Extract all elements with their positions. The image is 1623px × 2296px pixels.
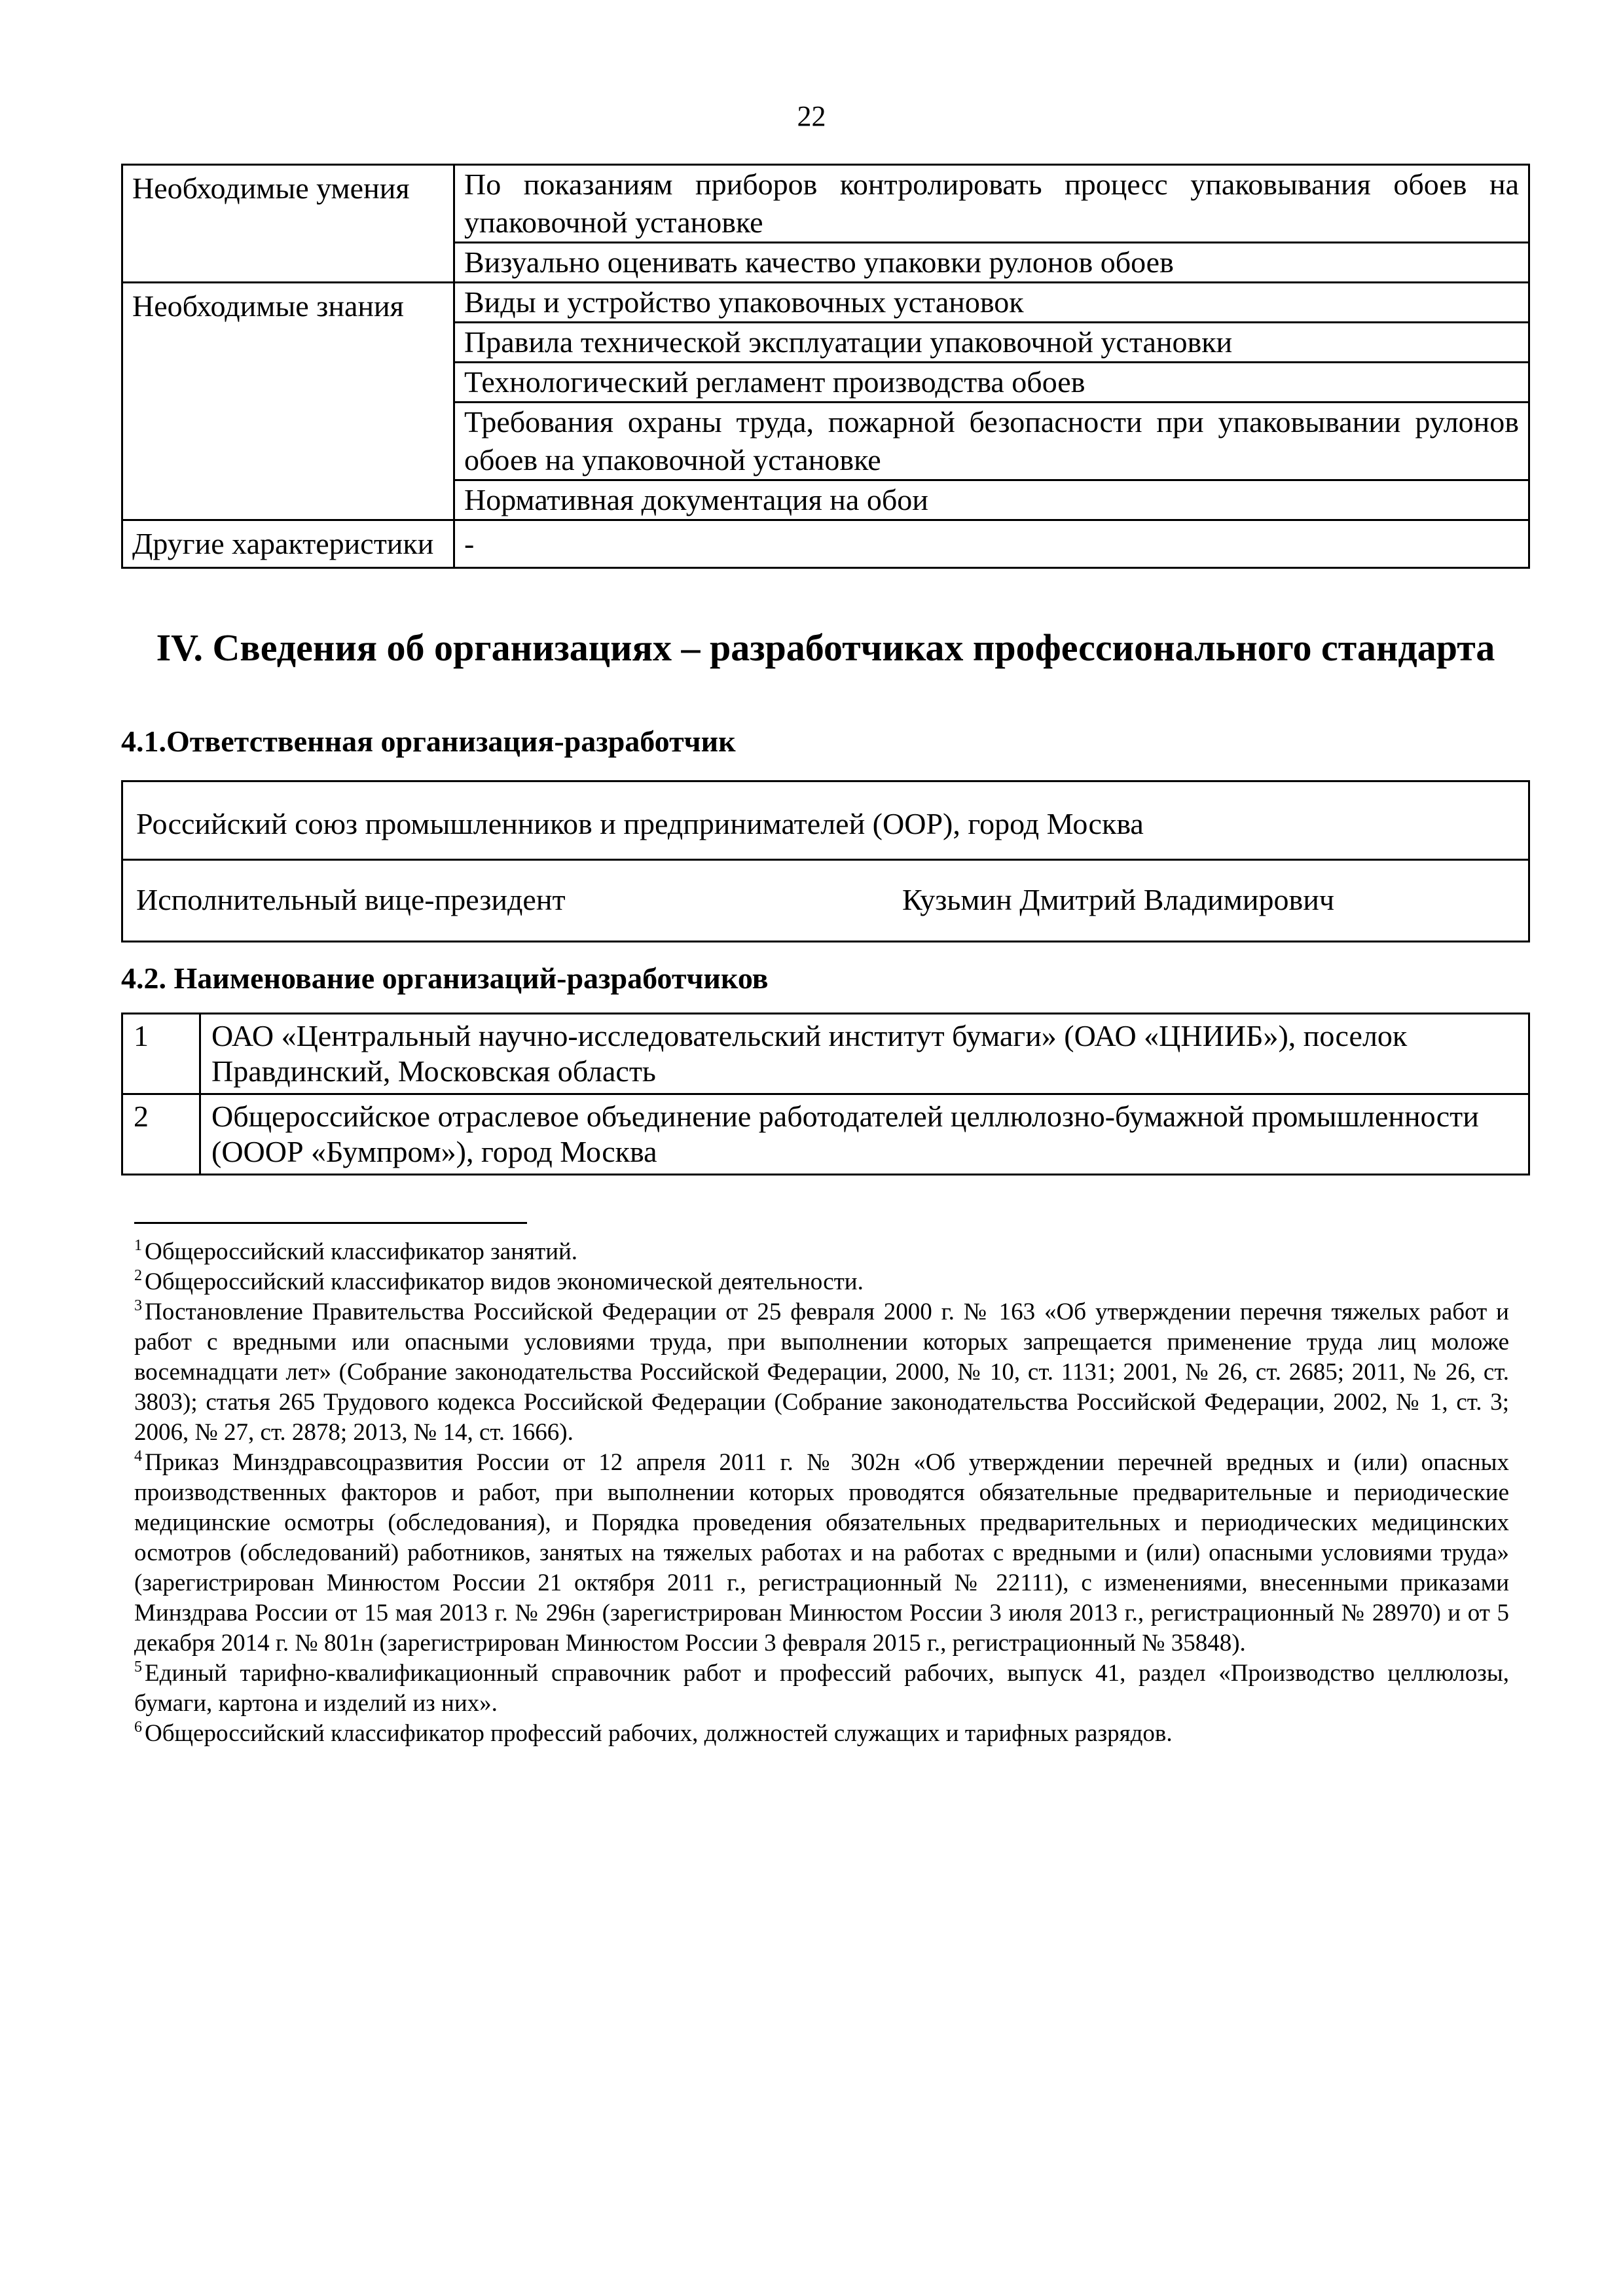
footnote-text: Общероссийский классификатор профессий рабочих, должностей служащих и тарифных разрядов. bbox=[145, 1720, 1173, 1747]
row-number: 2 bbox=[122, 1094, 200, 1175]
table-cell: Виды и устройство упаковочных установок bbox=[454, 283, 1529, 323]
qualification-table bbox=[121, 164, 1530, 569]
signatory-position: Исполнительный вице-президент bbox=[136, 883, 566, 916]
footnote bbox=[134, 1297, 1509, 1448]
organization-name: Российский союз промышленников и предпринимателей (ООР), город Москва bbox=[123, 782, 1528, 861]
row-label: Необходимые знания bbox=[122, 283, 454, 520]
footnote-text: Общероссийский классификатор занятий. bbox=[145, 1238, 578, 1265]
row-label: Необходимые умения bbox=[122, 165, 454, 283]
table-cell: - bbox=[454, 520, 1529, 568]
table-row bbox=[122, 165, 1529, 243]
footnote-text: Единый тарифно-квалификационный справочник работ и профессий рабочих, выпуск 41, раздел «Производство целлюлозы, бумаги, картона и изделий из них». bbox=[134, 1660, 1509, 1717]
footnote bbox=[134, 1659, 1509, 1719]
table-cell: Нормативная документация на обои bbox=[454, 480, 1529, 520]
developers-table bbox=[121, 1013, 1530, 1175]
footnote bbox=[134, 1237, 1509, 1267]
subsection-title: 4.2. Наименование организаций-разработчиков bbox=[121, 961, 769, 995]
responsible-organization-box bbox=[121, 780, 1530, 942]
table-row bbox=[122, 283, 1529, 323]
footnote-text: Постановление Правительства Российской Федерации от 25 февраля 2000 г. № 163 «Об утверждении перечня тяжелых работ и работ с вредными или опасными условиями труда, при выполнении которых запрещается применение труда лиц моложе восемнадцати лет» (Собрание законодательства Российской Федерации, 2000, № 10, ст. 1131; 2001, № 26, ст. 2685; 2011, № 26, ст. 3803); статья 265 Трудового кодекса Российской Федерации (Собрание законодательства Российской Федерации, 2002, № 1, ст. 3; 2006, № 27, ст. 2878; 2013, № 14, ст. 1666). bbox=[134, 1299, 1509, 1446]
footnote bbox=[134, 1448, 1509, 1659]
footnote bbox=[134, 1719, 1509, 1749]
footnote-text: Общероссийский классификатор видов экономической деятельности. bbox=[145, 1268, 864, 1295]
row-number: 1 bbox=[122, 1014, 200, 1094]
footnote bbox=[134, 1267, 1509, 1297]
section-title: IV. Сведения об организациях – разработчиках профессионального стандарта bbox=[156, 626, 1495, 669]
footnote-marker: 3 bbox=[134, 1297, 142, 1314]
table-cell: По показаниям приборов контролировать процесс упаковывания обоев на упаковочной установке bbox=[454, 165, 1529, 243]
table-row bbox=[122, 1014, 1529, 1094]
table-cell: Требования охраны труда, пожарной безопасности при упаковывании рулонов обоев на упаковочной установке bbox=[454, 403, 1529, 480]
table-row bbox=[122, 1094, 1529, 1175]
row-label: Другие характеристики bbox=[122, 520, 454, 568]
table-cell: Технологический регламент производства обоев bbox=[454, 363, 1529, 403]
table-cell: Правила технической эксплуатации упаковочной установки bbox=[454, 323, 1529, 363]
footnote-marker: 4 bbox=[134, 1448, 142, 1465]
table-cell: Визуально оценивать качество упаковки рулонов обоев bbox=[454, 243, 1529, 283]
footnote-marker: 1 bbox=[134, 1237, 142, 1254]
developer-name: Общероссийское отраслевое объединение работодателей целлюлозно-бумажной промышленности (ОООР «Бумпром»), город Москва bbox=[200, 1094, 1529, 1175]
page-number: 22 bbox=[797, 100, 826, 132]
footnote-text: Приказ Минздравсоцразвития России от 12 апреля 2011 г. № 302н «Об утверждении перечней вредных и (или) опасных производственных факторов и работ, при выполнении которых проводятся обязательные предварительные и периодические медицинские осмотры (обследования), и Порядка проведения обязательных предварительных и периодических медицинских осмотров (обследований) работников, занятых на тяжелых работах и на работах с вредными и (или) опасными условиями труда» (зарегистрирован Минюстом России 21 октября 2011 г., регистрационный № 22111), с изменениями, внесенными приказами Минздрава России от 15 мая 2013 г. № 296н (зарегистрирован Минюстом России 3 июля 2013 г., регистрационный № 28970) и от 5 декабря 2014 г. № 801н (зарегистрирован Минюстом России 3 февраля 2015 г., регистрационный № 35848). bbox=[134, 1449, 1509, 1657]
footnote-marker: 2 bbox=[134, 1267, 142, 1284]
signatory-name: Кузьмин Дмитрий Владимирович bbox=[902, 883, 1334, 916]
footnote-divider bbox=[134, 1222, 527, 1224]
developer-name: ОАО «Центральный научно-исследовательский институт бумаги» (ОАО «ЦНИИБ»), поселок Правдинский, Московская область bbox=[200, 1014, 1529, 1094]
footnotes bbox=[134, 1237, 1509, 1749]
signatory-row bbox=[123, 861, 1528, 939]
subsection-title: 4.1.Ответственная организация-разработчик bbox=[121, 725, 736, 758]
table-row bbox=[122, 520, 1529, 568]
footnote-marker: 6 bbox=[134, 1719, 142, 1736]
footnote-marker: 5 bbox=[134, 1659, 142, 1676]
